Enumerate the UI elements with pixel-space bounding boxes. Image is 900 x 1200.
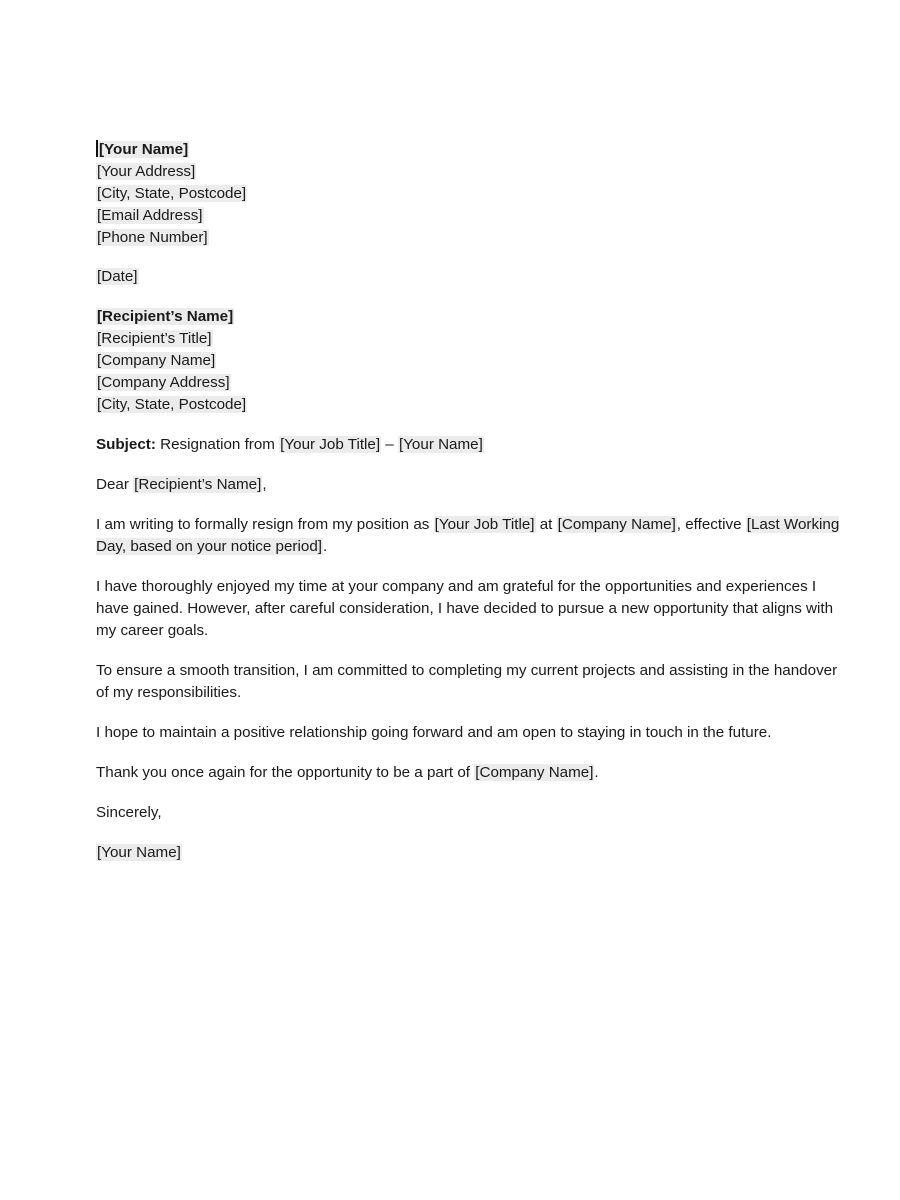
salutation-suffix: ,: [262, 476, 267, 493]
subject-name: [Your Name]: [398, 436, 483, 453]
paragraph5-text-a: Thank you once again for the opportunity to be a part of: [96, 764, 475, 781]
sender-email: [Email Address]: [97, 207, 203, 224]
paragraph-transition: To ensure a smooth transition, I am committed to completing my current projects and assisting in the handover of my responsibilities.: [96, 662, 838, 701]
recipient-name: [Recipient’s Name]: [97, 308, 234, 325]
paragraph1-text-a: I am writing to formally resign from my position as: [96, 516, 434, 533]
sender-name: [Your Name]: [99, 141, 189, 158]
paragraph-relationship: I hope to maintain a positive relationship going forward and am open to staying in touch in the future.: [96, 724, 772, 741]
paragraph1-job-title: [Your Job Title]: [434, 516, 535, 533]
salutation-prefix: Dear: [96, 476, 134, 493]
closing: [96, 802, 846, 824]
recipient-company: [Company Name]: [97, 352, 216, 369]
subject-line: [96, 434, 846, 456]
paragraph1-company: [Company Name]: [557, 516, 676, 533]
paragraph1-text-c: , effective: [676, 516, 746, 533]
date-block: [96, 266, 846, 288]
salutation: [96, 474, 846, 496]
paragraph-resignation: [96, 514, 844, 558]
sender-address: [Your Address]: [97, 163, 196, 180]
recipient-company-address: [Company Address]: [97, 374, 230, 391]
subject-label: Subject:: [96, 436, 156, 453]
recipient-block: [96, 306, 846, 416]
subject-separator: –: [381, 436, 398, 453]
letter-body[interactable]: [96, 139, 846, 864]
paragraph1-last-day: [Last Working Day, based on your notice period]: [96, 516, 840, 555]
recipient-city: [City, State, Postcode]: [97, 396, 247, 413]
signature-name: [Your Name]: [97, 844, 181, 861]
signature-block: [96, 842, 846, 864]
sender-phone: [Phone Number]: [97, 229, 208, 246]
paragraph5-text-b: .: [594, 764, 599, 781]
paragraph-thanks: [96, 762, 844, 784]
subject-text: Resignation from: [155, 436, 280, 453]
sender-city: [City, State, Postcode]: [97, 185, 247, 202]
paragraph1-text-b: at: [535, 516, 557, 533]
recipient-title: [Recipient’s Title]: [97, 330, 212, 347]
paragraph1-text-d: .: [322, 538, 328, 555]
salutation-name: [Recipient’s Name]: [134, 476, 262, 493]
paragraph-gratitude: I have thoroughly enjoyed my time at your company and am grateful for the opportunities and experiences I have gained. However, after careful consideration, I have decided to pursue a new opportunity that aligns with my career goals.: [96, 578, 834, 639]
paragraph5-company: [Company Name]: [475, 764, 594, 781]
subject-job-title: [Your Job Title]: [280, 436, 381, 453]
sender-block: [96, 139, 846, 249]
letter-date: [Date]: [97, 268, 138, 285]
closing-text: Sincerely,: [96, 804, 162, 821]
